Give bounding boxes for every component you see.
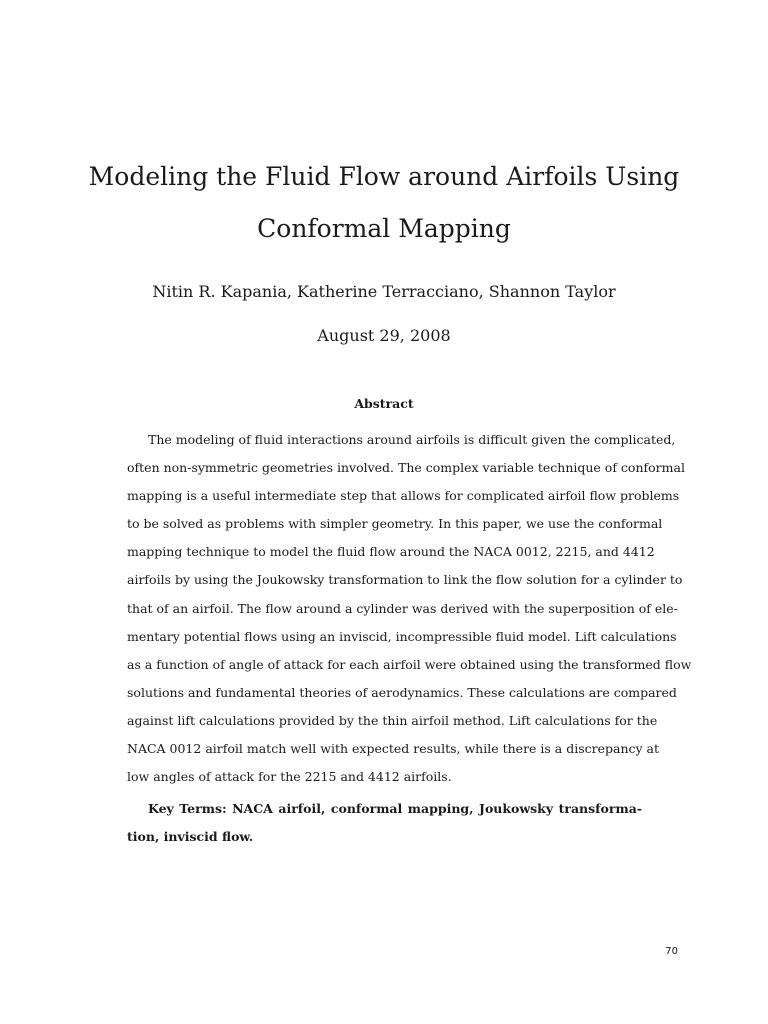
paper-title-line-1: Modeling the Fluid Flow around Airfoils Using	[88, 162, 680, 191]
abstract-line: often non-symmetric geometries involved. The complex variable technique of conformal	[127, 460, 685, 476]
abstract-line: mapping is a useful intermediate step that allows for complicated airfoil flow problems	[127, 488, 680, 504]
paper-title-line-2: Conformal Mapping	[257, 214, 511, 243]
abstract-line: mentary potential flows using an inviscid, incompressible fluid model. Lift calculations	[127, 628, 677, 644]
abstract-line: against lift calculations provided by the thin airfoil method. Lift calculations for the	[127, 712, 658, 728]
abstract-line: The modeling of fluid interactions around airfoils is difficult given the complicated,	[148, 432, 676, 447]
abstract-heading: Abstract	[354, 396, 414, 411]
abstract-line: to be solved as problems with simpler geometry. In this paper, we use the conformal	[127, 516, 663, 532]
abstract-line: NACA 0012 airfoil match well with expected results, while there is a discrepancy at	[127, 741, 660, 757]
abstract-line: as a function of angle of attack for each airfoil were obtained using the transformed flow	[127, 656, 692, 672]
abstract-line: airfoils by using the Joukowsky transformation to link the flow solution for a cylinder to	[127, 572, 683, 588]
abstract-line: low angles of attack for the 2215 and 4412 airfoils.	[127, 769, 452, 785]
abstract-body	[127, 426, 692, 791]
key-terms-line: tion, inviscid flow.	[127, 829, 254, 845]
paper-authors: Nitin R. Kapania, Katherine Terracciano, Shannon Taylor	[152, 282, 616, 301]
paper-date: August 29, 2008	[317, 326, 451, 345]
key-terms	[127, 795, 642, 851]
key-terms-line: Key Terms: NACA airfoil, conformal mapping, Joukowsky transforma-	[148, 801, 642, 816]
page-number: 70	[665, 946, 678, 957]
abstract-line: mapping technique to model the fluid flow around the NACA 0012, 2215, and 4412	[127, 544, 655, 560]
abstract-line: solutions and fundamental theories of aerodynamics. These calculations are compared	[127, 684, 677, 700]
abstract-line: that of an airfoil. The flow around a cylinder was derived with the superposition of ele-	[127, 600, 678, 616]
